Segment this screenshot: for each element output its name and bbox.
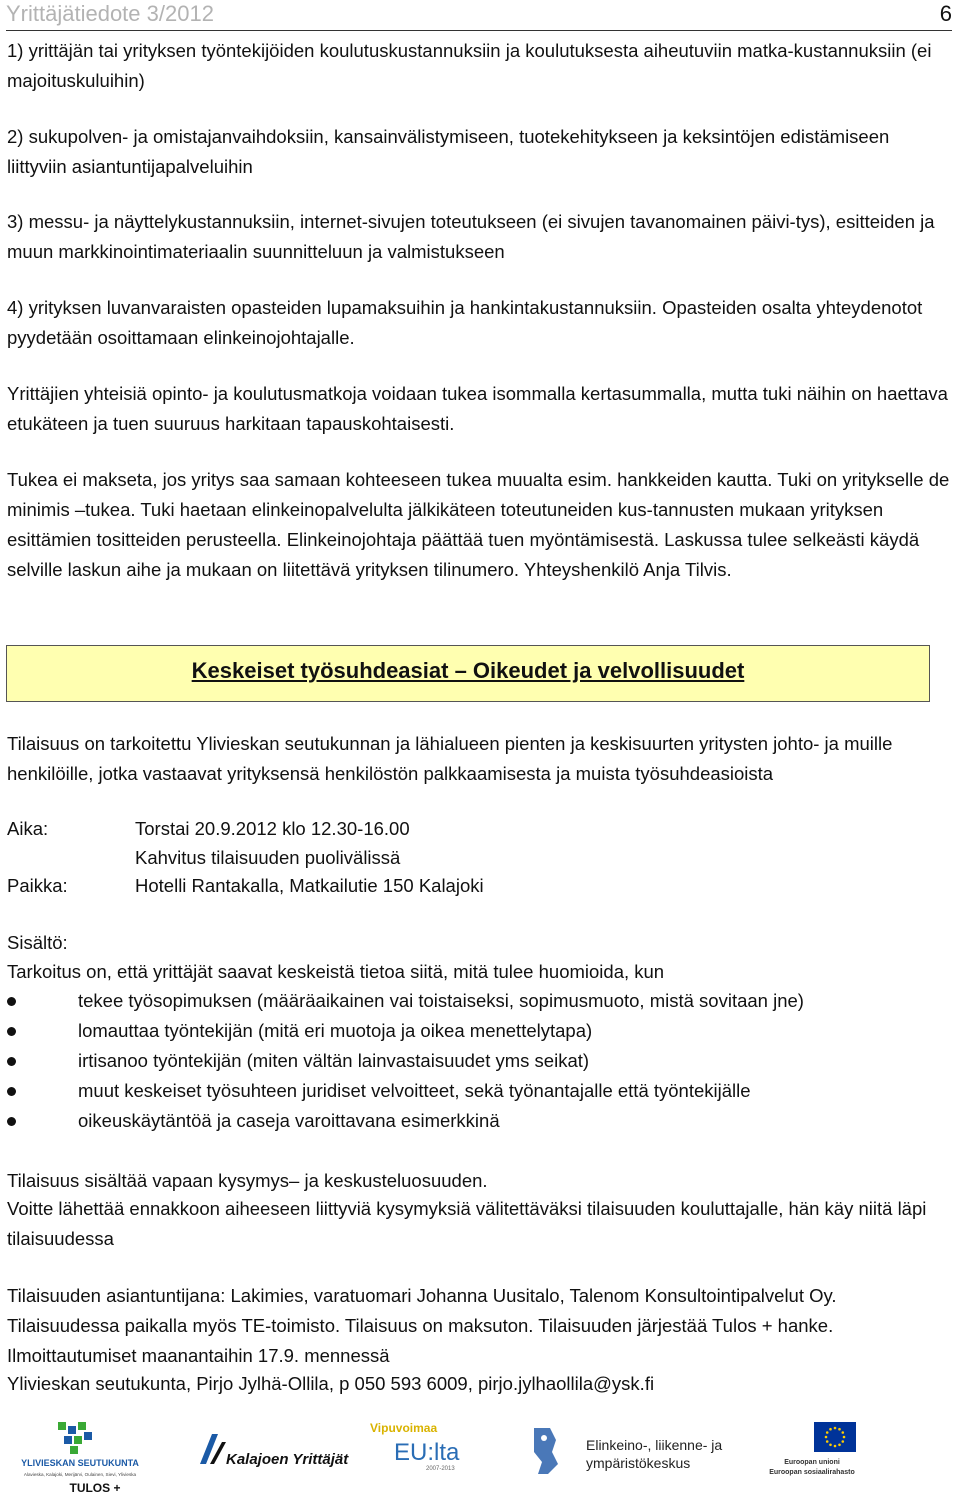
place-label: Paikka: [7,875,68,896]
content-lead: Tarkoitus on, että yrittäjät saavat keskeistä tietoa siitä, mitä tulee huomioida, kun [7,961,665,982]
eu-star-icon [841,1440,844,1443]
eu-star-icon [838,1443,841,1446]
eu-line-1: Euroopan unioni [784,1459,840,1466]
ely-line-2: ympäristökeskus [586,1455,691,1471]
bullet-icon [7,997,16,1006]
ysk-municipalities: Alavieska, Kalajoki, Merijärvi, Oulainen, Sievi, Ylivieska [23,1472,137,1477]
newsletter-title: Yrittäjätiedote 3/2012 [6,1,214,26]
eu-star-icon [838,1428,841,1431]
list-item [7,1106,953,1136]
paragraph-3: 3) messu- ja näyttelykustannuksiin, internet-sivujen toteutukseen (ei sivujen tavanomainen päivi-tys), esitteiden ja muun markkinointimateriaalin suunnitteluun ja valmistukseen [7,211,935,262]
bullet-text: irtisanoo työntekijän (miten vältän lainvastaisuudet yms seikat) [78,1050,590,1071]
eu-star-icon [826,1431,829,1434]
contact-line: Ylivieskan seutukunta, Pirjo Jylhä-Ollila, p 050 593 6009, pirjo.jylhaollila@ysk.fi [7,1373,655,1394]
list-item [7,986,953,1016]
content-bullet-list [7,986,953,1136]
ely-lion-icon [534,1428,558,1474]
eu-star-icon [843,1436,846,1439]
ysk-emblem-icon [58,1422,92,1454]
place-value: Hotelli Rantakalla, Matkailutie 150 Kalajoki [135,875,484,896]
bullet-icon [7,1027,16,1036]
eu-line-2: Euroopan sosiaalirahasto [769,1469,855,1476]
page-header [6,0,952,31]
ysk-name: YLIVIESKAN SEUTUKUNTA [21,1458,139,1468]
paragraph-2: 2) sukupolven- ja omistajanvaihdoksiin, kansainvälistymiseen, tuotekehitykseen ja keksintöjen edistämiseen liittyviin asiantuntijapalveluihin [7,126,890,177]
intro-paragraph: Tilaisuus on tarkoitettu Ylivieskan seutukunnan ja lähialueen pienten ja keskisuurten yritysten johto- ja muille henkilöille, jotka vastaavat yrityksensä henkilöstön palkkaamisesta ja muista työsuhdeasioista [7,733,893,784]
eu-star-icon [829,1428,832,1431]
section-banner [6,645,930,702]
bullet-icon [7,1117,16,1126]
eu-star-icon [825,1436,828,1439]
time-value: Torstai 20.9.2012 klo 12.30-16.00 [135,818,410,839]
paragraph-1: 1) yrittäjän tai yrityksen työntekijöiden koulutuskustannuksiin ja koulutuksesta aiheutuviin matka-kustannuksiin (ei majoituskuluihin) [7,40,932,91]
banner-title: Keskeiset työsuhdeasiat – Oikeudet ja velvollisuudet [191,658,745,683]
paragraph-5: Yrittäjien yhteisiä opinto- ja koulutusmatkoja voidaan tukea isommalla kertasummalla, mutta tuki näihin on haettava etukäteen ja tuen suuruus harkitaan tapauskohtaisesti. [7,383,948,434]
paragraph-4: 4) yrityksen luvanvaraisten opasteiden lupamaksuihin ja hankintakustannuksiin. Opasteiden osalta yhteydenotot pyydetään osoittamaan elinkeinojohtajalle. [7,297,923,348]
time-label: Aika: [7,818,49,839]
bullet-icon [7,1087,16,1096]
eu-star-icon [826,1440,829,1443]
project-name: TULOS + [69,1481,121,1494]
eu-esr-logo [762,1422,862,1478]
closing-line-1: Tilaisuus sisältää vapaan kysymys– ja keskusteluosuuden. [7,1170,488,1191]
eu-star-icon [834,1427,837,1430]
list-item [7,1016,953,1046]
list-item [7,1076,953,1106]
eu-star-icon [829,1443,832,1446]
ely-line-1: Elinkeino-, liikenne- ja [586,1437,723,1453]
bullet-icon [7,1057,16,1066]
vipuvoimaa-text: Vipuvoimaa [370,1421,438,1435]
eu-star-icon [841,1431,844,1434]
eu-star-icon [834,1445,837,1448]
closing-line-2: Voitte lähettää ennakkoon aiheeseen liittyviä kysymyksiä välitettäväksi tilaisuuden kouluttajalle, hän käy niitä läpi tilaisuudessa [7,1198,927,1249]
eu-flag-icon [814,1422,856,1452]
page-number: 6 [939,1,952,26]
vipuvoimaa-eulta-logo [368,1420,478,1480]
coffee-note: Kahvitus tilaisuuden puolivälissä [135,847,401,868]
ylivieskan-seutukunta-logo [10,1420,150,1494]
experts-paragraph: Tilaisuuden asiantuntijana: Lakimies, varatuomari Johanna Uusitalo, Talenom Konsultointipalvelut Oy. Tilaisuudessa paikalla myös TE-toimisto. Tilaisuus on maksuton. Tilaisuuden järjestää Tulos + hanke. Ilmoittautumiset maanantaihin 17.9. mennessä [7,1285,837,1366]
kalajoen-yrittajat-logo [196,1428,349,1478]
list-item [7,1046,953,1076]
bullet-text: tekee työsopimuksen (määräaikainen vai toistaiseksi, sopimusmuoto, mistä sovitaan jne) [78,990,804,1011]
vipuvoimaa-years: 2007-2013 [426,1466,455,1472]
eulta-text: EU:lta [394,1439,460,1466]
content-heading: Sisältö: [7,932,68,953]
bullet-text: lomauttaa työntekijän (mitä eri muotoja ja oikea menettelytapa) [78,1020,593,1041]
paragraph-6: Tukea ei makseta, jos yritys saa samaan kohteeseen tukea muualta esim. hankkeiden kautta. Tuki on yritykselle de minimis –tukea. Tuki haetaan elinkeinopalvelulta jälkikäteen toteutuneiden kus-tannusten mukaan yrityksen esittämien tositteiden perusteella. Elinkeinojohtaja päättää tuen myöntämisestä. Laskussa tulee selkeästi käydä selville laskun aihe ja mukaan on liitettävä yrityksen tilinumero. Yhteyshenkilö Anja Tilvis. [7,469,950,580]
footer-logos [0,1418,960,1494]
kalajoki-name: Kalajoen Yrittäjät [226,1451,349,1468]
bullet-text: oikeuskäytäntöä ja caseja varoittavana esimerkkinä [78,1110,500,1131]
ely-keskus-logo [530,1422,730,1482]
bullet-text: muut keskeiset työsuhteen juridiset velvoitteet, sekä työnantajalle että työntekijälle [78,1080,751,1101]
